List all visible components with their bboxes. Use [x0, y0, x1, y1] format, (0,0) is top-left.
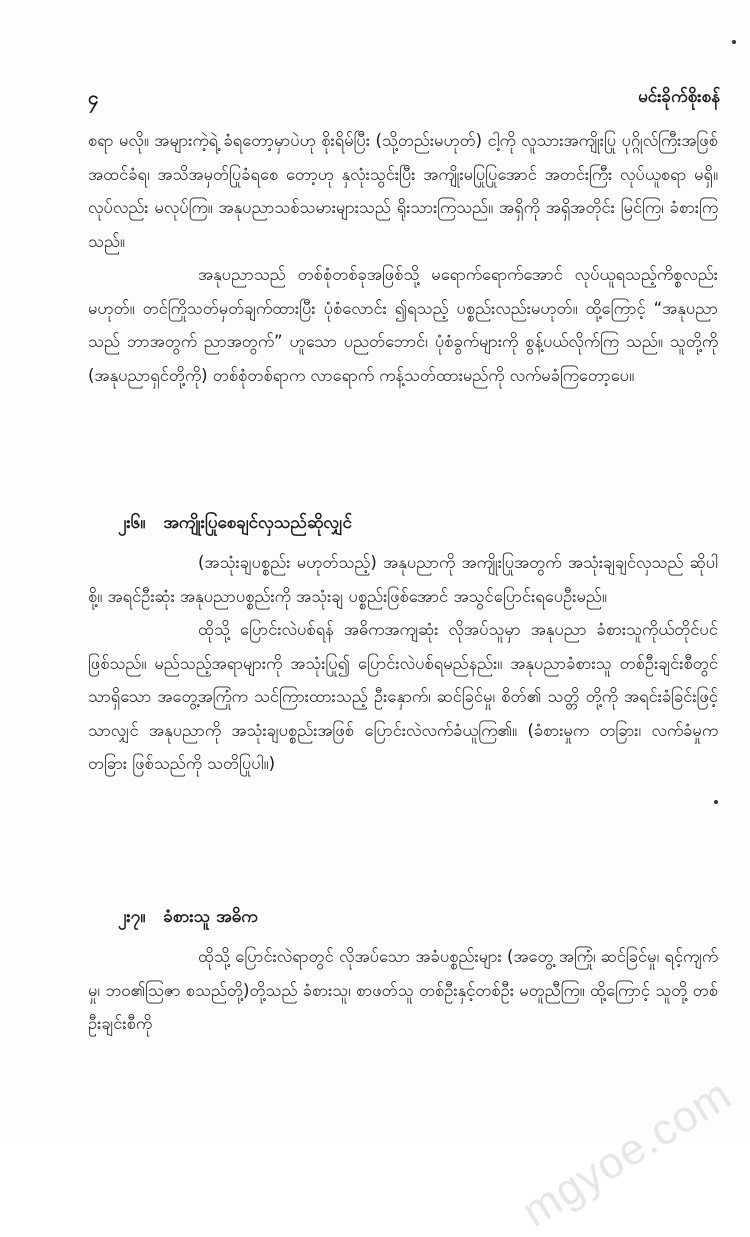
paragraph: စရာ မလို။ အများကဲ့ရဲ့ ခံရတော့မှာပဲဟု စိုးရိမ်ပြီး (သို့တည်းမဟုတ်) ငါ့ကို လူသားအကျိုးပြု ပုဂ္ဂိုလ်ကြီးအဖြစ် အထင်ခံရ၊ အသိအမှတ်ပြုခံရစေ တော့ဟု နှလုံးသွင်းပြီး အကျိုးမပြုပြုအောင် အတင်းကြီး လုပ်ယူစရာ မရှိ။ လုပ်လည်း မလုပ်ကြ။ အနုပညာသစ်သမားများသည် ရိုးသားကြသည်။ အရှိကို အရှိအတိုင်း မြင်ကြ၊ ခံစားကြသည်။ — [88, 131, 718, 251]
paragraph: ထိုသို့ ပြောင်းလဲပစ်ရန် အဓိကအကျဆုံး လိုအပ်သူမှာ အနုပညာ ခံစားသူကိုယ်တိုင်ပင် ဖြစ်သည်။ မည်သည့်အရာများကို အသုံးပြု၍ ပြောင်းလဲပစ်ရမည်နည်း။ အနုပညာခံစားသူ တစ်ဦးချင်းစီတွင်သာရှိသော အတွေ့အကြုံက သင်ကြားထားသည့် ဦးနှောက်၊ ဆင်ခြင်မှု၊ စိတ်၏ သတ္တိ တို့ကို အရင်းခံခြင်းဖြင့်သာလျှင် အနုပညာကို အသုံးချပစ္စည်းအဖြစ် ပြောင်းလဲလက်ခံယူကြ၏။ (ခံစားမှုက တခြား၊ လက်ခံမှုက တခြား ဖြစ်သည်ကို သတိပြုပါ။) — [88, 620, 718, 773]
page-number: ၄ — [88, 87, 99, 109]
section-body — [88, 940, 718, 1041]
section-heading — [118, 906, 258, 931]
section-body — [88, 546, 718, 781]
paragraph: အနုပညာသည် တစ်စုံတစ်ခုအဖြစ်သို့ မရောက်ရောက်အောင် လုပ်ယူရသည့်ကိစ္စလည်းမဟုတ်။ တင်ကြိုသတ်မှတ်ချက်ထားပြီး ပုံစံလောင်း ၍ရသည့် ပစ္စည်းလည်းမဟုတ်။ ထို့ကြောင့် “အနုပညာသည် ဘာအတွက် ညာအတွက်” ဟူသော ပညတ်ဘောင်၊ ပုံစံခွက်များကို စွန့်ပယ်လိုက်ကြ သည်။ သူတို့ကို (အနုပညာရှင်တို့ကို) တစ်စုံတစ်ရာက လာရောက် ကန့်သတ်ထားမည်ကို လက်မခံကြတော့ပေ။ — [88, 265, 718, 385]
scan-speck — [732, 40, 736, 44]
section-number: ၂း၆။ — [118, 513, 146, 533]
intro-text — [88, 124, 718, 392]
paragraph: (အသုံးချပစ္စည်း မဟုတ်သည့်) အနုပညာကို အကျိုးပြုအတွက် အသုံးချချင်လှသည် ဆိုပါစို့။ အရင်ဦးဆုံး အနုပညာပစ္စည်းကို အသုံးချ ပစ္စည်းဖြစ်အောင် အသွင်ပြောင်းရပေဦးမည်။ — [88, 553, 718, 606]
paragraph: ထိုသို့ ပြောင်းလဲရာတွင် လိုအပ်သော အခံပစ္စည်းများ (အတွေ့ အကြုံ၊ ဆင်ခြင်မှု၊ ရင့်ကျက်မှု၊ ဘဝ၏ဩဇာ စသည်တို့)တို့သည် ခံစားသူ၊ စာဖတ်သူ တစ်ဦးနှင့်တစ်ဦး မတူညီကြ။ ထို့ကြောင့် သူတို့ တစ်ဦးချင်းစီကို — [88, 947, 718, 1033]
section-heading — [118, 512, 352, 537]
page-header — [88, 86, 720, 116]
section-title: ခံစားသူ အဓိက — [163, 907, 258, 927]
section-number: ၂း၇။ — [118, 907, 146, 927]
watermark: mgyoe.com — [513, 1069, 740, 1237]
section-title: အကျိုးပြုစေချင်လှသည်ဆိုလျှင် — [163, 513, 352, 533]
scan-speck — [714, 800, 718, 804]
running-title: မင်းခိုက်စိုးစန် — [638, 87, 720, 107]
